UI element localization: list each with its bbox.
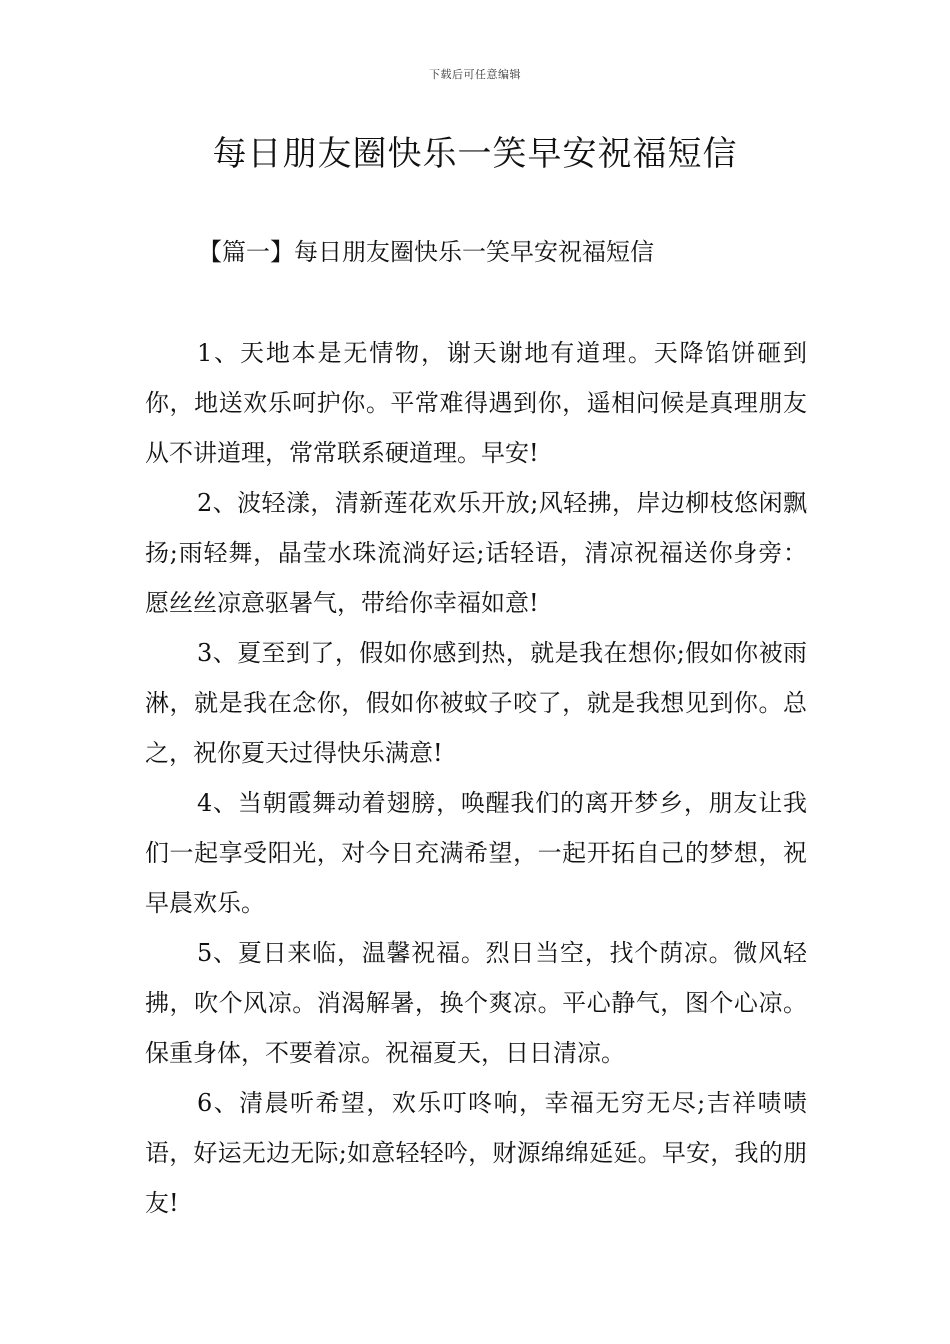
paragraph-1: 1、天地本是无情物，谢天谢地有道理。天降馅饼砸到你，地送欢乐呵护你。平常难得遇到你，遥相问候是真理朋友从不讲道理，常常联系硬道理。早安! [145,339,807,467]
paragraph-4: 4、当朝霞舞动着翅膀，唤醒我们的离开梦乡，朋友让我们一起享受阳光，对今日充满希望，一起开拓自己的梦想，祝早晨欢乐。 [145,789,807,917]
paragraph-5: 5、夏日来临，温馨祝福。烈日当空，找个荫凉。微风轻拂，吹个风凉。消渴解暑，换个爽凉。平心静气，图个心凉。保重身体，不要着凉。祝福夏天，日日清凉。 [145,939,807,1067]
paragraph-2: 2、波轻漾，清新莲花欢乐开放;风轻拂，岸边柳枝悠闲飘扬;雨轻舞，晶莹水珠流淌好运;话轻语，清凉祝福送你身旁：愿丝丝凉意驱暑气，带给你幸福如意! [145,489,807,617]
paragraph-3: 3、夏至到了，假如你感到热，就是我在想你;假如你被雨淋，就是我在念你，假如你被蚊子咬了，就是我想见到你。总之，祝你夏天过得快乐满意! [145,639,807,767]
header-note: 下载后可任意编辑 [429,68,521,81]
paragraph-6: 6、清晨听希望，欢乐叮咚响，幸福无穷无尽;吉祥啧啧语，好运无边无际;如意轻轻吟，财源绵绵延延。早安，我的朋友! [145,1089,807,1217]
document-title: 每日朋友圈快乐一笑早安祝福短信 [212,134,738,174]
document-body [145,328,807,1228]
section-heading: 【篇一】每日朋友圈快乐一笑早安祝福短信 [198,238,654,266]
